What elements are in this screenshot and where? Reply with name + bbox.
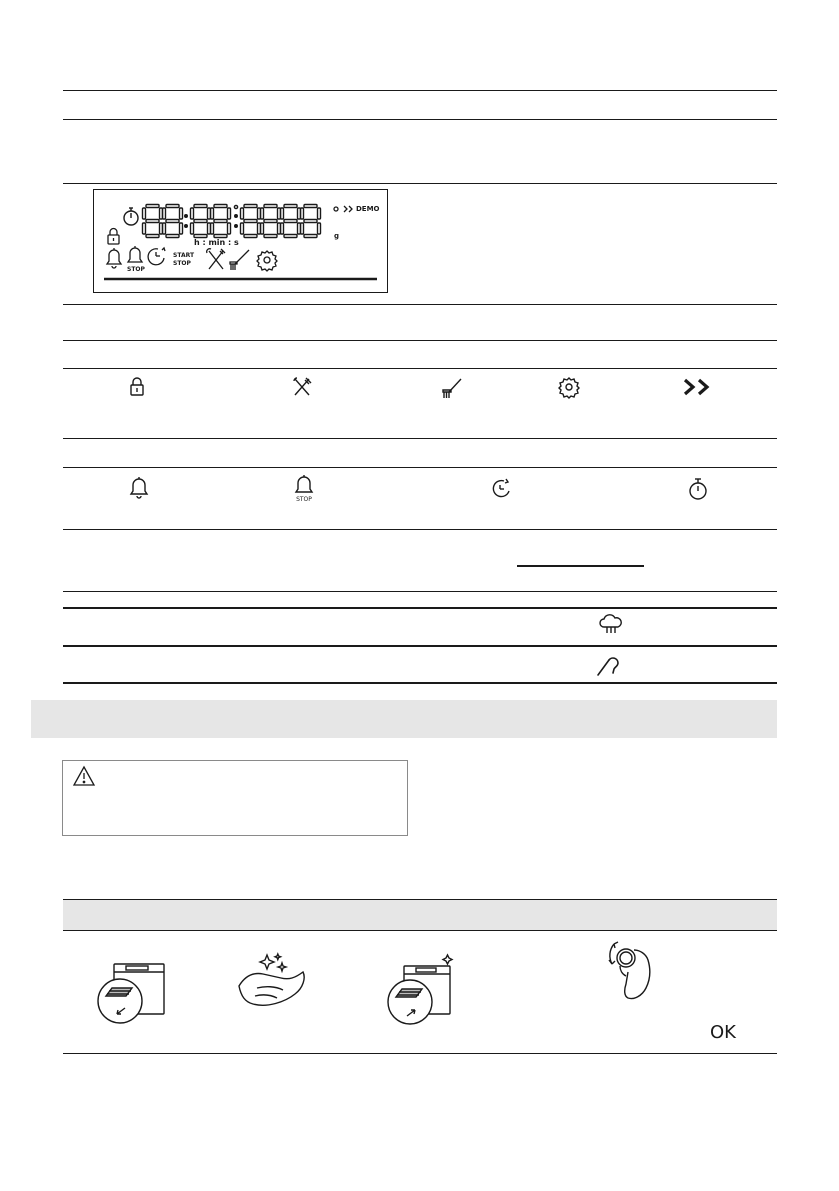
lcd-digit-segment — [166, 235, 179, 238]
table-rule — [63, 119, 777, 120]
lcd-digit-segment — [261, 223, 264, 234]
lcd-weight-unit: g — [334, 232, 340, 240]
lcd-digit-segment — [143, 223, 146, 234]
lcd-digit-segment — [191, 208, 194, 219]
table-rule — [63, 304, 777, 305]
ok-confirm-label: OK — [710, 1022, 736, 1043]
lcd-digit-segment — [143, 208, 146, 219]
bell-stop-icon — [295, 475, 313, 495]
lcd-stop-label: STOP — [173, 260, 191, 267]
steps-table-header — [63, 900, 777, 930]
lcd-digit-segment — [244, 235, 257, 238]
lock-icon — [108, 229, 119, 245]
lcd-digit-segment — [228, 223, 231, 234]
lcd-colon-dot — [235, 225, 238, 228]
lcd-digit-segment — [244, 205, 257, 208]
lcd-digit-segment — [214, 220, 227, 223]
lcd-digit-segment — [284, 235, 297, 238]
table-rule — [63, 183, 777, 184]
knob-hand-icon — [606, 936, 662, 1002]
table-rule — [63, 368, 777, 369]
bell-icon — [130, 477, 148, 499]
lcd-digit-segment — [284, 220, 297, 223]
lcd-time-format: h : min : s — [194, 238, 239, 247]
table-rule — [63, 645, 777, 647]
gear-icon — [559, 377, 579, 397]
table-rule — [63, 607, 777, 609]
lcd-digit-segment — [264, 205, 277, 208]
table-rule — [63, 467, 777, 468]
lcd-degree-mark — [234, 205, 237, 208]
lcd-digit-segment — [191, 223, 194, 234]
lcd-digit-segment — [304, 205, 317, 208]
bell-icon — [107, 248, 121, 268]
lcd-digit-segment — [166, 220, 179, 223]
lcd-digit-segment — [261, 208, 264, 219]
lcd-digit-segment — [180, 208, 183, 219]
lcd-digit-segment — [284, 205, 297, 208]
lcd-start-label: START — [173, 252, 195, 259]
brush-icon — [230, 250, 249, 270]
lcd-colon-dot — [185, 225, 188, 228]
lcd-digit-segment — [281, 208, 284, 219]
gear-icon — [257, 251, 277, 271]
lcd-digit-segment — [281, 223, 284, 234]
lcd-digit-segment — [264, 220, 277, 223]
section-banner — [31, 700, 777, 738]
table-rule — [63, 438, 777, 439]
bell-stop-icon — [128, 246, 142, 262]
food-probe-icon — [596, 650, 620, 678]
timer-icon — [688, 477, 708, 501]
lcd-digit-segment — [318, 223, 321, 234]
lcd-digit-segment — [180, 223, 183, 234]
lcd-digit-segment — [304, 235, 317, 238]
start-stop-clock-icon — [148, 248, 165, 265]
cutlery-icon — [293, 378, 311, 396]
warning-box — [62, 760, 408, 836]
display-bar-symbol — [517, 565, 644, 567]
lcd-digit-segment — [211, 208, 214, 219]
timer-icon — [124, 208, 138, 225]
lcd-digit-segment — [241, 223, 244, 234]
lcd-digit-segment — [264, 235, 277, 238]
lcd-digits — [144, 204, 334, 238]
lcd-digit-segment — [194, 220, 207, 223]
steps-table-rule — [63, 930, 777, 931]
steps-table-rule-bottom — [63, 1053, 777, 1054]
alarm-stop-caption: STOP — [296, 496, 312, 503]
table-rule — [63, 340, 777, 341]
lcd-digit-segment — [318, 208, 321, 219]
lcd-digit-segment — [166, 205, 179, 208]
lcd-colon-dot — [185, 215, 188, 218]
table-rule-bottom — [63, 682, 777, 684]
warning-triangle-icon — [73, 766, 95, 786]
lcd-digit-segment — [301, 208, 304, 219]
lcd-digit-segment — [228, 208, 231, 219]
cutlery-icon — [207, 249, 225, 269]
lcd-demo-label: DEMO — [356, 205, 380, 213]
lcd-digit-segment — [214, 205, 227, 208]
lcd-digit-segment — [301, 223, 304, 234]
fast-forward-icon — [344, 206, 352, 212]
lcd-digit-segment — [163, 208, 166, 219]
start-stop-clock-icon — [490, 477, 514, 501]
brush-icon — [442, 378, 462, 398]
lcd-colon-dot — [235, 215, 238, 218]
fast-forward-icon — [681, 378, 717, 396]
lcd-digit-segment — [146, 205, 159, 208]
table-rule — [63, 529, 777, 530]
lcd-degree-dot — [334, 207, 338, 211]
lcd-digit-segment — [194, 205, 207, 208]
lcd-digit-segment — [244, 220, 257, 223]
table-rule — [63, 591, 777, 592]
lcd-digit-segment — [163, 223, 166, 234]
lcd-digit-segment — [146, 220, 159, 223]
insert-shelf-icon — [386, 956, 458, 1026]
lock-icon — [129, 377, 145, 397]
steam-cloud-icon — [599, 613, 623, 635]
lcd-display-panel — [93, 189, 388, 293]
cleaning-hand-icon — [237, 952, 309, 1014]
lcd-alarm-stop-label: STOP — [127, 266, 145, 273]
lcd-digit-segment — [146, 235, 159, 238]
table-rule-top — [63, 90, 777, 91]
lcd-digit-segment — [211, 223, 214, 234]
lcd-digit-segment — [241, 208, 244, 219]
lcd-digit-segment — [304, 220, 317, 223]
remove-shelf-icon — [96, 960, 168, 1026]
